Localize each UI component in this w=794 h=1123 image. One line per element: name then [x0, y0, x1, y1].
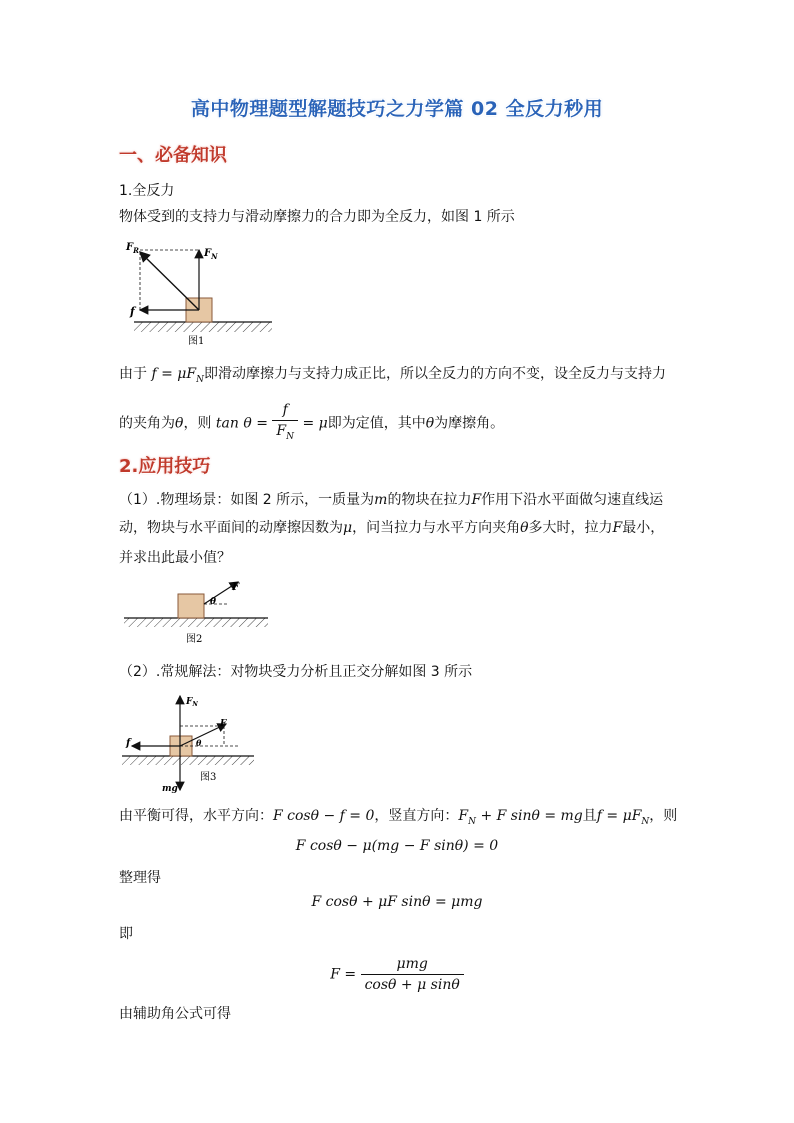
label-fn: $F_N$	[186, 697, 198, 708]
ground-hatch	[124, 618, 268, 627]
equation-c: F = $\frac{\text{μmg}}{\text{cosθ + μ sinθ}}$	[119, 954, 675, 995]
paragraph-proportional: 由于 $f = \mu F_N$即滑动摩擦力与支持力成正比，所以全反力的方向不变，设全反力与支持力	[119, 366, 666, 385]
ground-hatch	[134, 322, 272, 332]
figure-2-caption: 图2	[186, 634, 203, 645]
figure-3-caption: 图3	[200, 772, 217, 783]
paragraph-conventional-method: （2）.常规解法：对物块受力分析且正交分解如图 3 所示	[119, 664, 473, 680]
problem-line-2: 动，物块与水平面间的动摩擦因数为μ，问当拉力与水平方向夹角θ多大时，拉力F最小，	[119, 520, 665, 536]
fraction-mu-mg: $\frac{\text{μmg}}{\text{cosθ + μ sinθ}}$	[361, 954, 464, 995]
label-F: F	[220, 719, 227, 729]
label-theta: θ	[210, 597, 217, 607]
section-heading-1: 一、必备知识	[119, 145, 227, 166]
equation-a: F cosθ − μ(mg − F sinθ) = 0	[295, 838, 499, 854]
label-fn: $F_N$	[204, 248, 218, 261]
block	[178, 594, 204, 618]
figure-2-diagram	[120, 576, 272, 652]
paragraph-friction-angle: 的夹角为θ，则 tan θ = $\frac{f}{F_N}$ = μ即为定值，其中θ为摩擦角。	[119, 400, 504, 447]
subheading-full-reaction: 1.全反力	[119, 183, 175, 199]
figure-3-diagram	[120, 690, 260, 794]
label-zhengli: 整理得	[119, 870, 161, 886]
label-theta: θ	[196, 738, 202, 748]
section-heading-2: 2.应用技巧	[119, 456, 211, 477]
figure-1-diagram	[118, 236, 278, 348]
ground-hatch	[122, 756, 254, 765]
figure-1-caption: 图1	[188, 336, 205, 347]
paragraph-definition: 物体受到的支持力与滑动摩擦力的合力即为全反力，如图 1 所示	[119, 209, 515, 225]
label-ji: 即	[119, 926, 133, 942]
page-title: 高中物理题型解题技巧之力学篇 02 全反力秒用	[190, 98, 604, 120]
label-F: F	[232, 582, 240, 593]
fraction-f-over-fn: $\frac{f}{F_N}$	[272, 400, 298, 447]
label-mg: mg	[162, 784, 178, 794]
problem-line-1: （1）.物理场景：如图 2 所示，一质量为m的物块在拉力F作用下沿水平面做匀速直线运	[119, 492, 664, 508]
problem-line-3: 并求出此最小值？	[119, 550, 231, 566]
label-auxiliary-angle: 由辅助角公式可得	[119, 1006, 231, 1022]
label-f: f	[130, 305, 135, 318]
label-f: f	[126, 738, 131, 749]
equation-b: F cosθ + μF sinθ = μmg	[311, 894, 483, 910]
paragraph-equilibrium: 由平衡可得，水平方向：F cosθ − f = 0，竖直方向：$F_N + F$ sinθ = mg且$f = \mu F_N$，则	[119, 808, 678, 827]
full-reaction-arrow	[140, 252, 199, 310]
label-fr: $F_R$	[126, 242, 139, 255]
